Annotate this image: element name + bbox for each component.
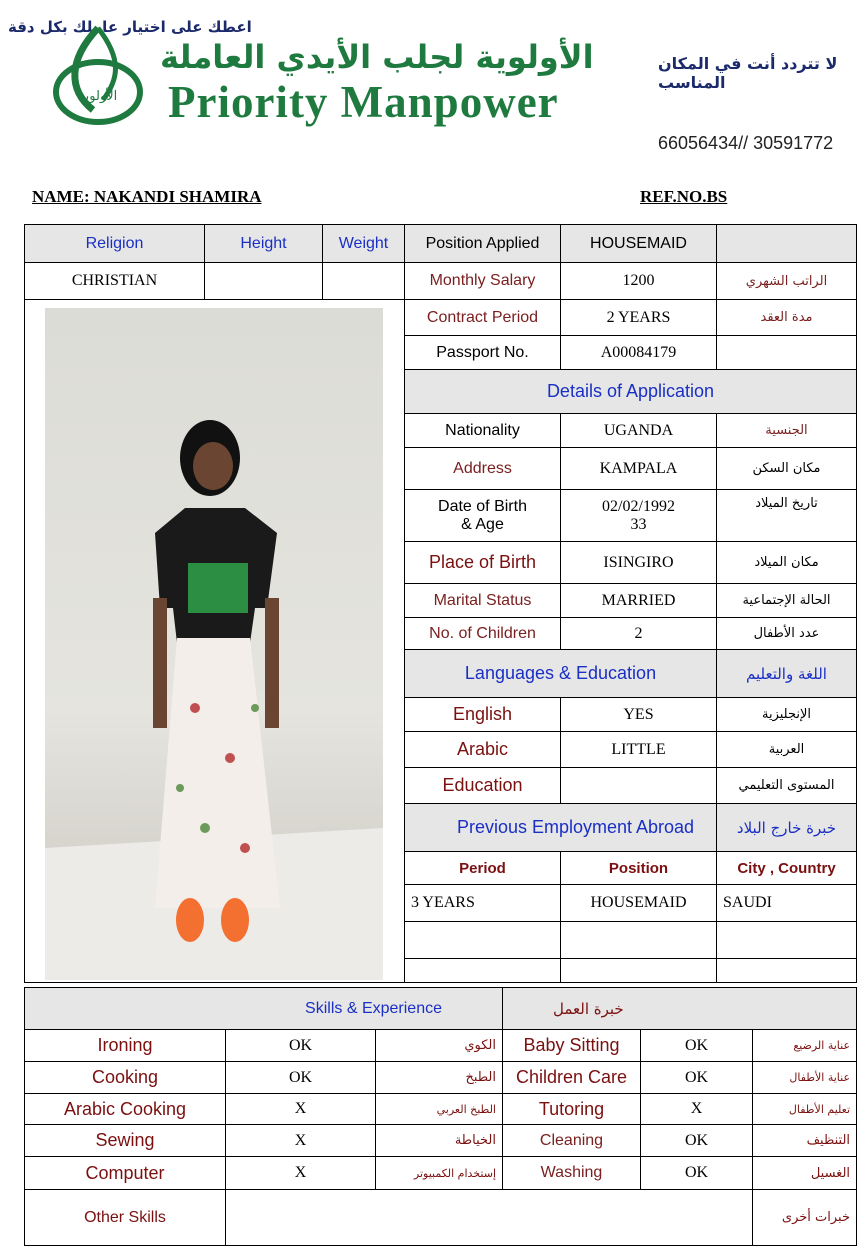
- skill-label: Baby Sitting: [503, 1030, 641, 1062]
- employment-country: [717, 959, 857, 983]
- skill-label-ar: عناية الرضيع: [753, 1030, 857, 1062]
- other-skills-ar: خبرات أخرى: [753, 1190, 857, 1246]
- nationality-ar: الجنسية: [717, 414, 857, 448]
- skill-value: X: [641, 1094, 753, 1125]
- skill-label: Cooking: [25, 1062, 226, 1094]
- height-value: [205, 263, 323, 300]
- skill-value: X: [226, 1094, 376, 1125]
- other-skills-label: Other Skills: [25, 1190, 226, 1246]
- employment-title-ar: خبرة خارج البلاد: [717, 804, 857, 852]
- education-label: Education: [405, 768, 561, 804]
- skill-label-ar: إستخدام الكمبيوتر: [376, 1157, 503, 1190]
- english-value: YES: [561, 698, 717, 732]
- arabic-label: Arabic: [405, 732, 561, 768]
- place-of-birth-ar: مكان الميلاد: [717, 542, 857, 584]
- education-ar: المستوى التعليمي: [717, 768, 857, 804]
- children-ar: عدد الأطفال: [717, 618, 857, 650]
- brand-name-english: Priority Manpower: [168, 77, 559, 127]
- tagline-top: اعطك على اختيار عاملك بكل دقة: [8, 18, 252, 36]
- address-label: Address: [405, 448, 561, 490]
- position-applied-value: HOUSEMAID: [561, 225, 717, 263]
- height-header: Height: [205, 225, 323, 263]
- skills-title: Skills & Experience: [25, 988, 503, 1030]
- position-header: Position: [561, 852, 717, 885]
- skill-value: OK: [641, 1030, 753, 1062]
- skill-label: Sewing: [25, 1125, 226, 1157]
- employment-period: [405, 959, 561, 983]
- address-ar: مكان السكن: [717, 448, 857, 490]
- skill-value: OK: [641, 1157, 753, 1190]
- dob-label-line-2: & Age: [461, 515, 504, 533]
- company-logo: [48, 20, 148, 130]
- place-of-birth-label: Place of Birth: [405, 542, 561, 584]
- dob-label-line-1: Date of Birth: [438, 497, 527, 515]
- employment-title: Previous Employment Abroad: [405, 804, 717, 852]
- employment-period: [405, 922, 561, 959]
- skill-label-ar: الطبخ العربي: [376, 1094, 503, 1125]
- period-header: Period: [405, 852, 561, 885]
- children-label: No. of Children: [405, 618, 561, 650]
- skill-label: Washing: [503, 1157, 641, 1190]
- skill-value: OK: [226, 1062, 376, 1094]
- marital-status-ar: الحالة الإجتماعية: [717, 584, 857, 618]
- employment-period: 3 YEARS: [405, 885, 561, 922]
- contract-period-label: Contract Period: [405, 300, 561, 336]
- address-value: KAMPALA: [561, 448, 717, 490]
- employment-position: HOUSEMAID: [561, 885, 717, 922]
- skill-label-ar: الغسيل: [753, 1157, 857, 1190]
- weight-header: Weight: [323, 225, 405, 263]
- passport-value: A00084179: [561, 336, 717, 370]
- skill-label-ar: الخياطة: [376, 1125, 503, 1157]
- english-ar: الإنجليزية: [717, 698, 857, 732]
- details-title: Details of Application: [405, 370, 857, 414]
- monthly-salary-value: 1200: [561, 263, 717, 300]
- application-table: [24, 224, 857, 983]
- skill-label: Children Care: [503, 1062, 641, 1094]
- skills-table: [24, 987, 857, 1246]
- religion-header: Religion: [25, 225, 205, 263]
- monthly-salary-label: Monthly Salary: [405, 263, 561, 300]
- photo-cell: [25, 300, 405, 983]
- skill-label-ar: التنظيف: [753, 1125, 857, 1157]
- dob-value: [561, 490, 717, 542]
- skill-label: Tutoring: [503, 1094, 641, 1125]
- languages-title-ar: اللغة والتعليم: [717, 650, 857, 698]
- skill-value: OK: [641, 1062, 753, 1094]
- skill-label-ar: عناية الأطفال: [753, 1062, 857, 1094]
- skill-value: X: [226, 1125, 376, 1157]
- contract-period-ar: مدة العقد: [717, 300, 857, 336]
- employment-country: [717, 922, 857, 959]
- languages-title: Languages & Education: [405, 650, 717, 698]
- contract-period-value: 2 YEARS: [561, 300, 717, 336]
- religion-value: CHRISTIAN: [25, 263, 205, 300]
- skill-value: OK: [641, 1125, 753, 1157]
- passport-ar: [717, 336, 857, 370]
- weight-value: [323, 263, 405, 300]
- tagline-right: لا تتردد أنت في المكان المناسب: [658, 54, 838, 92]
- skill-label-ar: الكوي: [376, 1030, 503, 1062]
- skills-title-ar: خبرة العمل: [503, 988, 857, 1030]
- city-country-header: City , Country: [717, 852, 857, 885]
- skill-label: Ironing: [25, 1030, 226, 1062]
- svg-text:الأولوية: الأولوية: [78, 89, 118, 104]
- skill-label: Computer: [25, 1157, 226, 1190]
- reference-number: REF.NO.BS: [640, 187, 728, 206]
- skill-label: Cleaning: [503, 1125, 641, 1157]
- passport-label: Passport No.: [405, 336, 561, 370]
- position-applied-ar: [717, 225, 857, 263]
- phone-numbers: 66056434// 30591772: [658, 133, 834, 153]
- skill-value: X: [226, 1157, 376, 1190]
- children-value: 2: [561, 618, 717, 650]
- position-applied-label: Position Applied: [405, 225, 561, 263]
- marital-status-value: MARRIED: [561, 584, 717, 618]
- arabic-ar: العربية: [717, 732, 857, 768]
- nationality-label: Nationality: [405, 414, 561, 448]
- skill-label-ar: تعليم الأطفال: [753, 1094, 857, 1125]
- english-label: English: [405, 698, 561, 732]
- education-value: [561, 768, 717, 804]
- employment-country: SAUDI: [717, 885, 857, 922]
- employment-position: [561, 922, 717, 959]
- skill-label-ar: الطبخ: [376, 1062, 503, 1094]
- candidate-photo: [45, 308, 383, 980]
- dob-ar: تاريخ الميلاد: [717, 490, 857, 542]
- dob-date: 02/02/1992: [602, 497, 675, 515]
- candidate-name: NAME: NAKANDI SHAMIRA: [32, 187, 262, 206]
- skill-label: Arabic Cooking: [25, 1094, 226, 1125]
- age-value: 33: [630, 515, 647, 533]
- dob-label: [405, 490, 561, 542]
- arabic-value: LITTLE: [561, 732, 717, 768]
- monthly-salary-ar: الراتب الشهري: [717, 263, 857, 300]
- marital-status-label: Marital Status: [405, 584, 561, 618]
- employment-position: [561, 959, 717, 983]
- place-of-birth-value: ISINGIRO: [561, 542, 717, 584]
- nationality-value: UGANDA: [561, 414, 717, 448]
- other-skills-value: [226, 1190, 753, 1246]
- skill-value: OK: [226, 1030, 376, 1062]
- brand-name-arabic: الأولوية لجلب الأيدي العاملة: [160, 38, 594, 76]
